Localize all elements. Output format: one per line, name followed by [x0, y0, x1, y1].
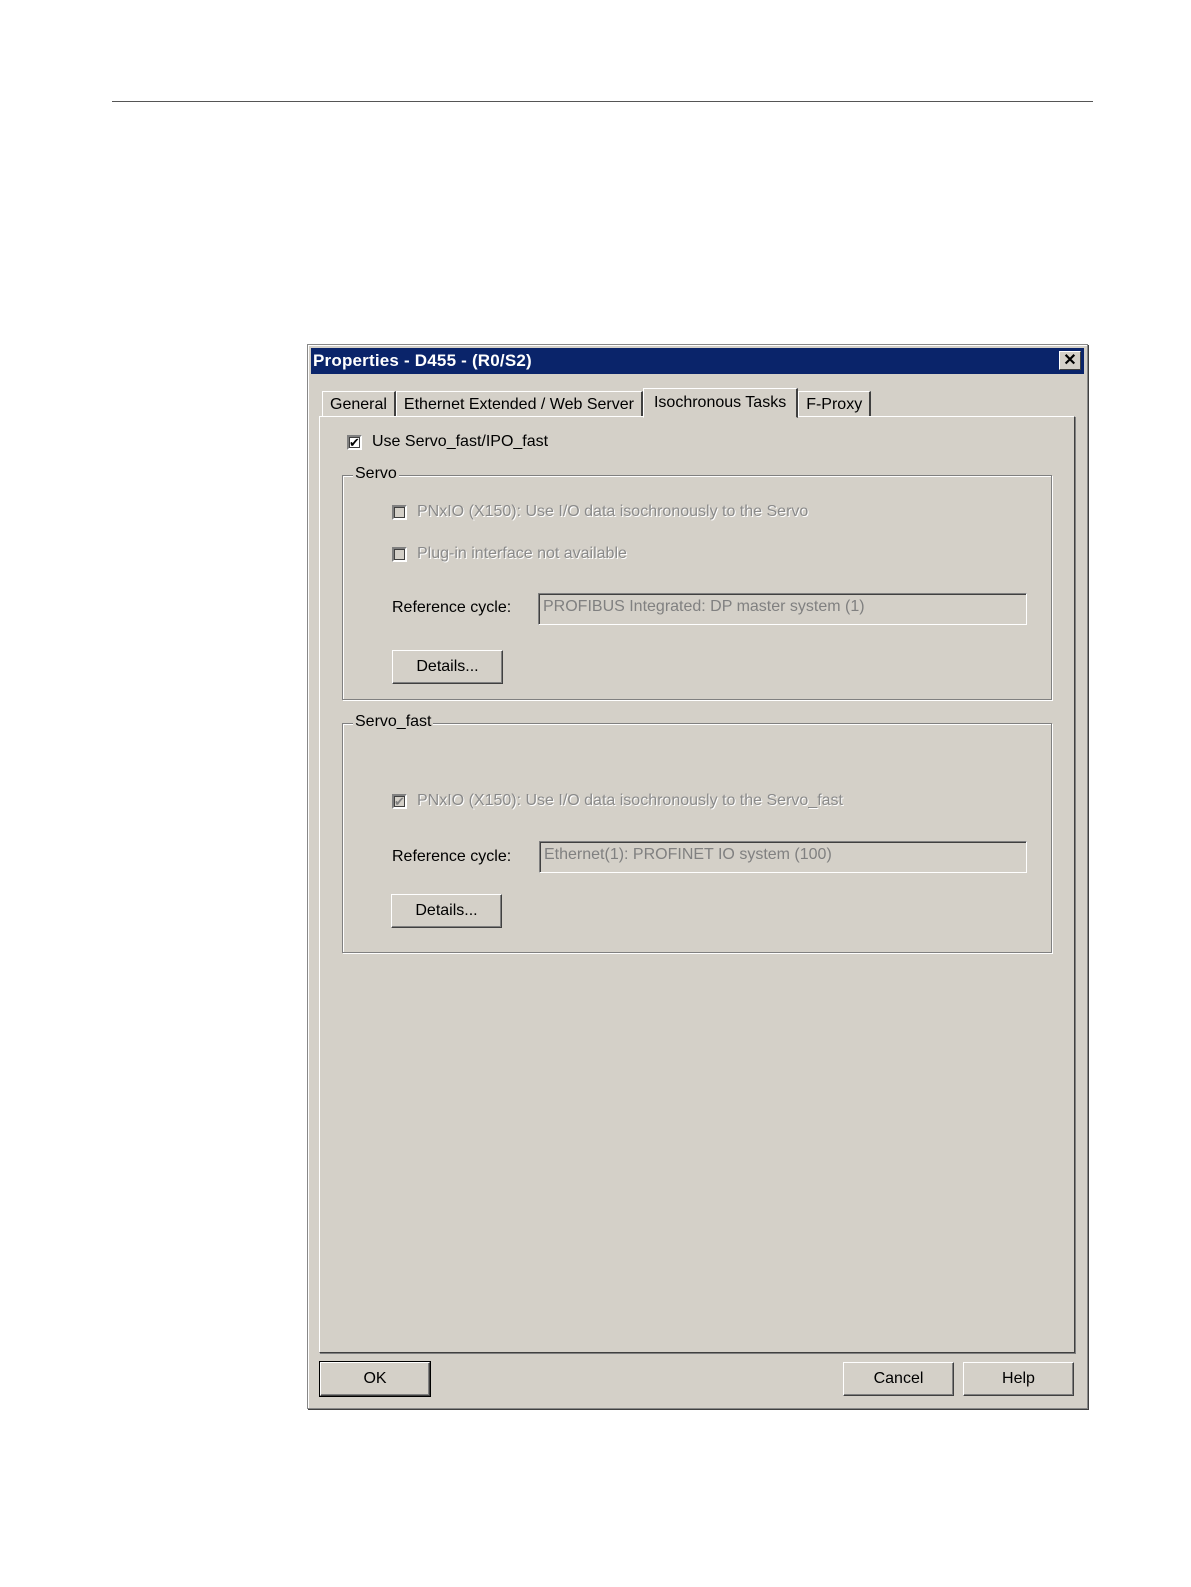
- servo-group: [342, 465, 1052, 700]
- tab-strip: [322, 387, 871, 417]
- tab-panel-isochronous-tasks: [319, 416, 1075, 1353]
- servo-fast-reference-cycle-field[interactable]: Ethernet(1): PROFINET IO system (100): [539, 841, 1027, 873]
- tab-isochronous-tasks[interactable]: Isochronous Tasks: [643, 388, 798, 418]
- checkmark-icon: ✔: [349, 434, 360, 450]
- tab-general[interactable]: General: [322, 391, 396, 417]
- servo-fast-group-legend: Servo_fast: [355, 713, 432, 730]
- page-header-rule: [112, 101, 1093, 102]
- ok-button[interactable]: OK: [320, 1362, 430, 1396]
- properties-dialog: [307, 344, 1088, 1409]
- servo-pnxio-label: PNxIO (X150): Use I/O data isochronously to the Servo: [417, 503, 809, 520]
- window-title: Properties - D455 - (R0/S2): [313, 351, 532, 370]
- servo-group-legend: Servo: [355, 465, 397, 482]
- plugin-interface-label: Plug-in interface not available: [417, 545, 627, 562]
- servo-details-button[interactable]: Details...: [392, 650, 503, 684]
- servo-fast-details-button[interactable]: Details...: [391, 894, 502, 928]
- help-button[interactable]: Help: [963, 1362, 1074, 1396]
- servo-pnxio-checkbox[interactable]: [392, 505, 407, 520]
- tab-f-proxy[interactable]: F-Proxy: [798, 391, 871, 417]
- servo-fast-group: [342, 713, 1052, 953]
- servo-fast-reference-cycle-label: Reference cycle:: [392, 848, 512, 865]
- servo-fast-pnxio-label: PNxIO (X150): Use I/O data isochronously to the Servo_fast: [417, 792, 843, 809]
- tab-ethernet-extended-web-server[interactable]: Ethernet Extended / Web Server: [396, 391, 643, 417]
- servo-fast-pnxio-row: [392, 792, 843, 810]
- servo-reference-cycle-field[interactable]: PROFIBUS Integrated: DP master system (1): [538, 593, 1027, 625]
- use-servo-fast-checkbox[interactable]: [347, 435, 362, 450]
- servo-pnxio-row: [392, 503, 808, 521]
- close-button[interactable]: [1059, 351, 1081, 370]
- plugin-interface-row: [392, 545, 627, 563]
- checkmark-icon: ✔: [394, 793, 405, 809]
- title-bar: [311, 348, 1084, 374]
- servo-reference-cycle-label: Reference cycle:: [392, 599, 512, 616]
- close-icon: ✕: [1063, 351, 1077, 369]
- use-servo-fast-label: Use Servo_fast/IPO_fast: [372, 433, 549, 450]
- use-servo-fast-row: [347, 433, 548, 451]
- cancel-button[interactable]: Cancel: [843, 1362, 954, 1396]
- servo-fast-pnxio-checkbox[interactable]: [392, 794, 407, 809]
- plugin-interface-checkbox[interactable]: [392, 547, 407, 562]
